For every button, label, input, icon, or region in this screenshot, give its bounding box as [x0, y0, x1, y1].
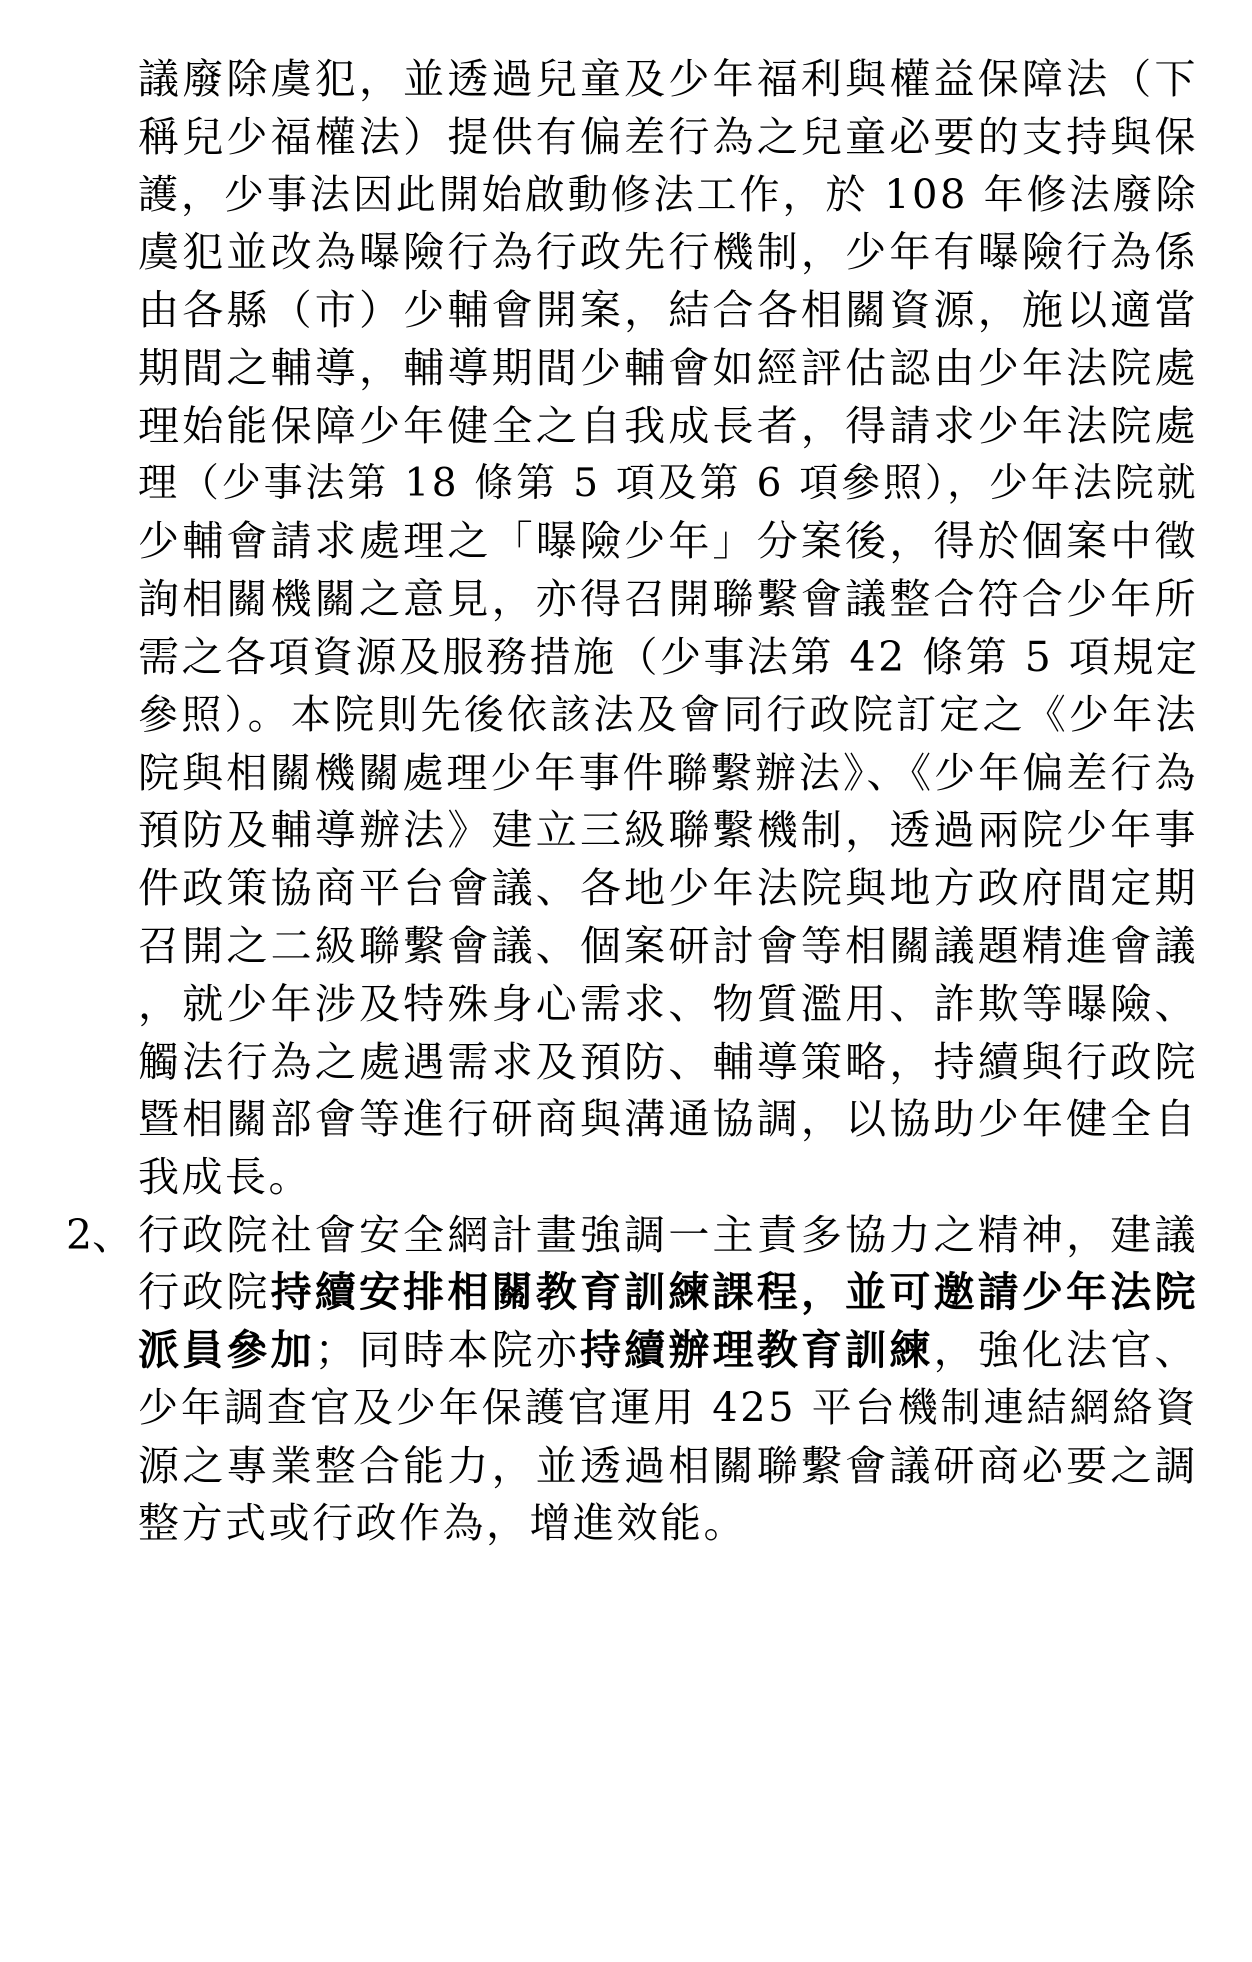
text-line: 預防及輔導辦法》建立三級聯繫機制，透過兩院少年事 [138, 806, 1198, 854]
text-line: 由各縣（市）少輔會開案，結合各相關資源，施以適當 [138, 286, 1198, 334]
text-line [138, 1321, 1198, 1379]
text-line: 院與相關機關處理少年事件聯繫辦法》、《少年偏差行為 [138, 749, 1198, 797]
text-line: 護，少事法因此開始啟動修法工作，於 108 年修法廢除 [138, 172, 1198, 218]
text-line: 議廢除虞犯，並透過兒童及少年福利與權益保障法（下 [138, 55, 1198, 103]
bold-text-run: 持續辦理教育訓練 [579, 1326, 934, 1374]
text-line: 參照）。本院則先後依該法及會同行政院訂定之《少年法 [138, 692, 1198, 738]
bold-text-run: 派員參加 [138, 1326, 315, 1374]
bold-text-run: 持續安排相關教育訓練課程，並可邀請少年法院 [270, 1268, 1199, 1316]
text-line: 召開之二級聯繫會議、個案研討會等相關議題精進會議 [138, 922, 1198, 970]
text-run: 行政院 [138, 1268, 271, 1316]
text-line: ，就少年涉及特殊身心需求、物質濫用、詐欺等曝險、 [138, 980, 1198, 1028]
text-line: 理（少事法第 18 條第 5 項及第 6 項參照），少年法院就 [138, 461, 1198, 506]
text-line: 我成長。 [138, 1153, 312, 1201]
text-line: 件政策協商平台會議、各地少年法院與地方政府間定期 [138, 864, 1198, 912]
text-line: 理始能保障少年健全之自我成長者，得請求少年法院處 [138, 402, 1198, 450]
text-line: 需之各項資源及服務措施（少事法第 42 條第 5 項規定 [138, 633, 1200, 681]
text-line: 少輔會請求處理之「曝險少年」分案後，得於個案中徵 [138, 517, 1198, 565]
text-line: 暨相關部會等進行研商與溝通協調，以協助少年健全自 [138, 1095, 1198, 1143]
text-line [138, 1263, 1198, 1321]
text-line: 期間之輔導，輔導期間少輔會如經評估認由少年法院處 [138, 344, 1198, 392]
text-run: ；同時本院亦 [314, 1326, 580, 1374]
list-marker: 2、 [66, 1211, 134, 1259]
text-line: 行政院社會安全網計畫強調一主責多協力之精神，建議 [138, 1211, 1198, 1259]
text-line: 整方式或行政作為，增進效能。 [138, 1499, 747, 1547]
text-line: 詢相關機關之意見，亦得召開聯繫會議整合符合少年所 [138, 575, 1198, 623]
text-line: 源之專業整合能力，並透過相關聯繫會議研商必要之調 [138, 1442, 1198, 1490]
text-run: ，強化法官、 [933, 1326, 1199, 1374]
text-line: 虞犯並改為曝險行為行政先行機制，少年有曝險行為係 [138, 228, 1198, 276]
text-line: 稱兒少福權法）提供有偏差行為之兒童必要的支持與保 [138, 113, 1198, 161]
text-line: 觸法行為之處遇需求及預防、輔導策略，持續與行政院 [138, 1038, 1198, 1086]
text-line: 少年調查官及少年保護官運用 425 平台機制連結網絡資 [138, 1385, 1198, 1431]
